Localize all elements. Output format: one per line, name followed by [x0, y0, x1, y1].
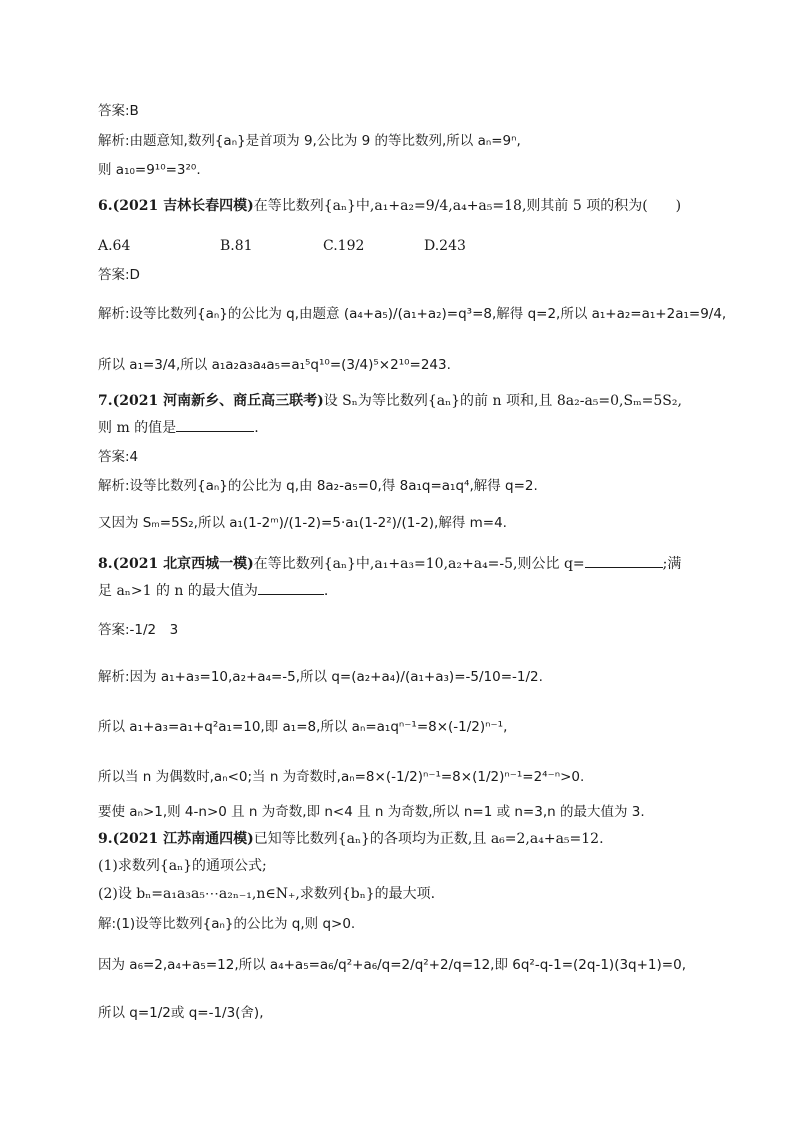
question-source: (2021 吉林长春四模) — [112, 198, 254, 214]
answer-text: 答案:4 — [98, 449, 139, 465]
question-body: 足 aₙ>1 的 n 的最大值为 — [98, 583, 258, 599]
analysis-6-line1 — [98, 304, 726, 324]
question-source: (2021 江苏南通四模) — [112, 831, 254, 847]
answer-text: 答案:B — [98, 103, 139, 119]
analysis-text: 又因为 Sₘ=5S₂,所以 a₁(1-2ᵐ)/(1-2)=5·a₁(1-2²)/(1-2),解得 m=4. — [98, 515, 507, 531]
question-9-part1 — [98, 856, 267, 876]
analysis-text: 解析:因为 a₁+a₃=10,a₂+a₄=-5,所以 q=(a₂+a₄)/(a₁+a₃)=-5/10=-1/2. — [98, 669, 543, 685]
analysis-8-line1 — [98, 667, 543, 687]
answer-blank[interactable] — [176, 417, 254, 432]
analysis-text: 所以 a₁=3/4,所以 a₁a₂a₃a₄a₅=a₁⁵q¹⁰=(3/4)⁵×2¹⁰=243. — [98, 357, 451, 373]
answer-6 — [98, 265, 140, 285]
analysis-8-line2 — [98, 717, 507, 737]
answer-text: 答案:D — [98, 267, 140, 283]
question-source: (2021 河南新乡、商丘高三联考) — [112, 393, 324, 409]
solution-9-line1 — [98, 914, 355, 934]
analysis-7-line2 — [98, 513, 507, 533]
answer-8 — [98, 620, 178, 640]
question-9 — [98, 829, 604, 849]
answer-5 — [98, 101, 139, 121]
analysis-text: 所以 a₁+a₃=a₁+q²a₁=10,即 a₁=8,所以 aₙ=a₁qⁿ⁻¹=8×(-1/2)ⁿ⁻¹, — [98, 719, 508, 735]
option-c: C.192 — [323, 238, 365, 254]
question-body: 已知等比数列{aₙ}的各项均为正数,且 a₆=2,a₄+a₅=12. — [253, 831, 604, 847]
analysis-5-line1 — [98, 131, 521, 151]
solution-9-line3 — [98, 1003, 264, 1023]
analysis-text: 解析:由题意知,数列{aₙ}是首项为 9,公比为 9 的等比数列,所以 aₙ=9ⁿ, — [98, 133, 521, 149]
question-7 — [98, 391, 682, 411]
question-9-part2 — [98, 884, 435, 904]
question-part: (1)求数列{aₙ}的通项公式; — [98, 858, 267, 874]
question-8-line2: 足 aₙ>1 的 n 的最大值为 . — [98, 580, 328, 601]
question-body: 在等比数列{aₙ}中,a₁+a₃=10,a₂+a₄=-5,则公比 q= — [253, 556, 585, 572]
question-8 — [98, 553, 681, 574]
solution-9-line2 — [98, 955, 686, 975]
question-part: (2)设 bₙ=a₁a₃a₅⋯a₂ₙ₋₁,n∈N₊,求数列{bₙ}的最大项. — [98, 886, 436, 902]
analysis-text: 则 a₁₀=9¹⁰=3²⁰. — [98, 162, 201, 178]
analysis-text: 解析:设等比数列{aₙ}的公比为 q,由题意 (a₄+a₅)/(a₁+a₂)=q³=8,解得 q=2,所以 a₁+a₂=a₁+2a₁=9/4, — [98, 306, 727, 322]
analysis-8-line4 — [98, 802, 645, 822]
solution-text: 因为 a₆=2,a₄+a₅=12,所以 a₄+a₅=a₆/q²+a₆/q=2/q²+2/q=12,即 6q²-q-1=(2q-1)(3q+1)=0, — [98, 957, 686, 973]
answer-text: 答案:-1/2 3 — [98, 622, 179, 638]
answer-blank[interactable] — [585, 553, 663, 568]
solution-text: 所以 q=1/2或 q=-1/3(舍), — [98, 1005, 264, 1021]
analysis-6-line2 — [98, 355, 451, 375]
question-body: 设 Sₙ为等比数列{aₙ}的前 n 项和,且 8a₂-a₅=0,Sₘ=5S₂, — [323, 393, 682, 409]
question-number: 7. — [98, 393, 113, 409]
question-number: 9. — [98, 831, 113, 847]
option-d: D.243 — [424, 238, 466, 254]
analysis-5-line2 — [98, 160, 201, 180]
analysis-8-line3 — [98, 767, 584, 787]
analysis-7-line1 — [98, 476, 538, 496]
analysis-text: 要使 aₙ>1,则 4-n>0 且 n 为奇数,即 n<4 且 n 为奇数,所以 n=1 或 n=3,n 的最大值为 3. — [98, 804, 645, 820]
answer-7 — [98, 447, 138, 467]
question-number: 8. — [98, 556, 113, 572]
option-a: A.64 — [98, 238, 131, 254]
analysis-text: 所以当 n 为偶数时,aₙ<0;当 n 为奇数时,aₙ=8×(-1/2)ⁿ⁻¹=8×(1/2)ⁿ⁻¹=2⁴⁻ⁿ>0. — [98, 769, 585, 785]
question-source: (2021 北京西城一模) — [112, 556, 254, 572]
question-number: 6. — [98, 198, 113, 214]
question-body: 在等比数列{aₙ}中,a₁+a₂=9/4,a₄+a₅=18,则其前 5 项的积为( ) — [253, 198, 682, 214]
solution-text: 解:(1)设等比数列{aₙ}的公比为 q,则 q>0. — [98, 916, 356, 932]
answer-blank[interactable] — [258, 580, 324, 595]
question-body: ;满 — [662, 556, 682, 572]
question-7-line2: 则 m 的值是 . — [98, 417, 259, 438]
question-6 — [98, 196, 681, 216]
question-body: 则 m 的值是 — [98, 420, 177, 436]
analysis-text: 解析:设等比数列{aₙ}的公比为 q,由 8a₂-a₅=0,得 8a₁q=a₁q⁴,解得 q=2. — [98, 478, 538, 494]
option-b: B.81 — [220, 238, 253, 254]
